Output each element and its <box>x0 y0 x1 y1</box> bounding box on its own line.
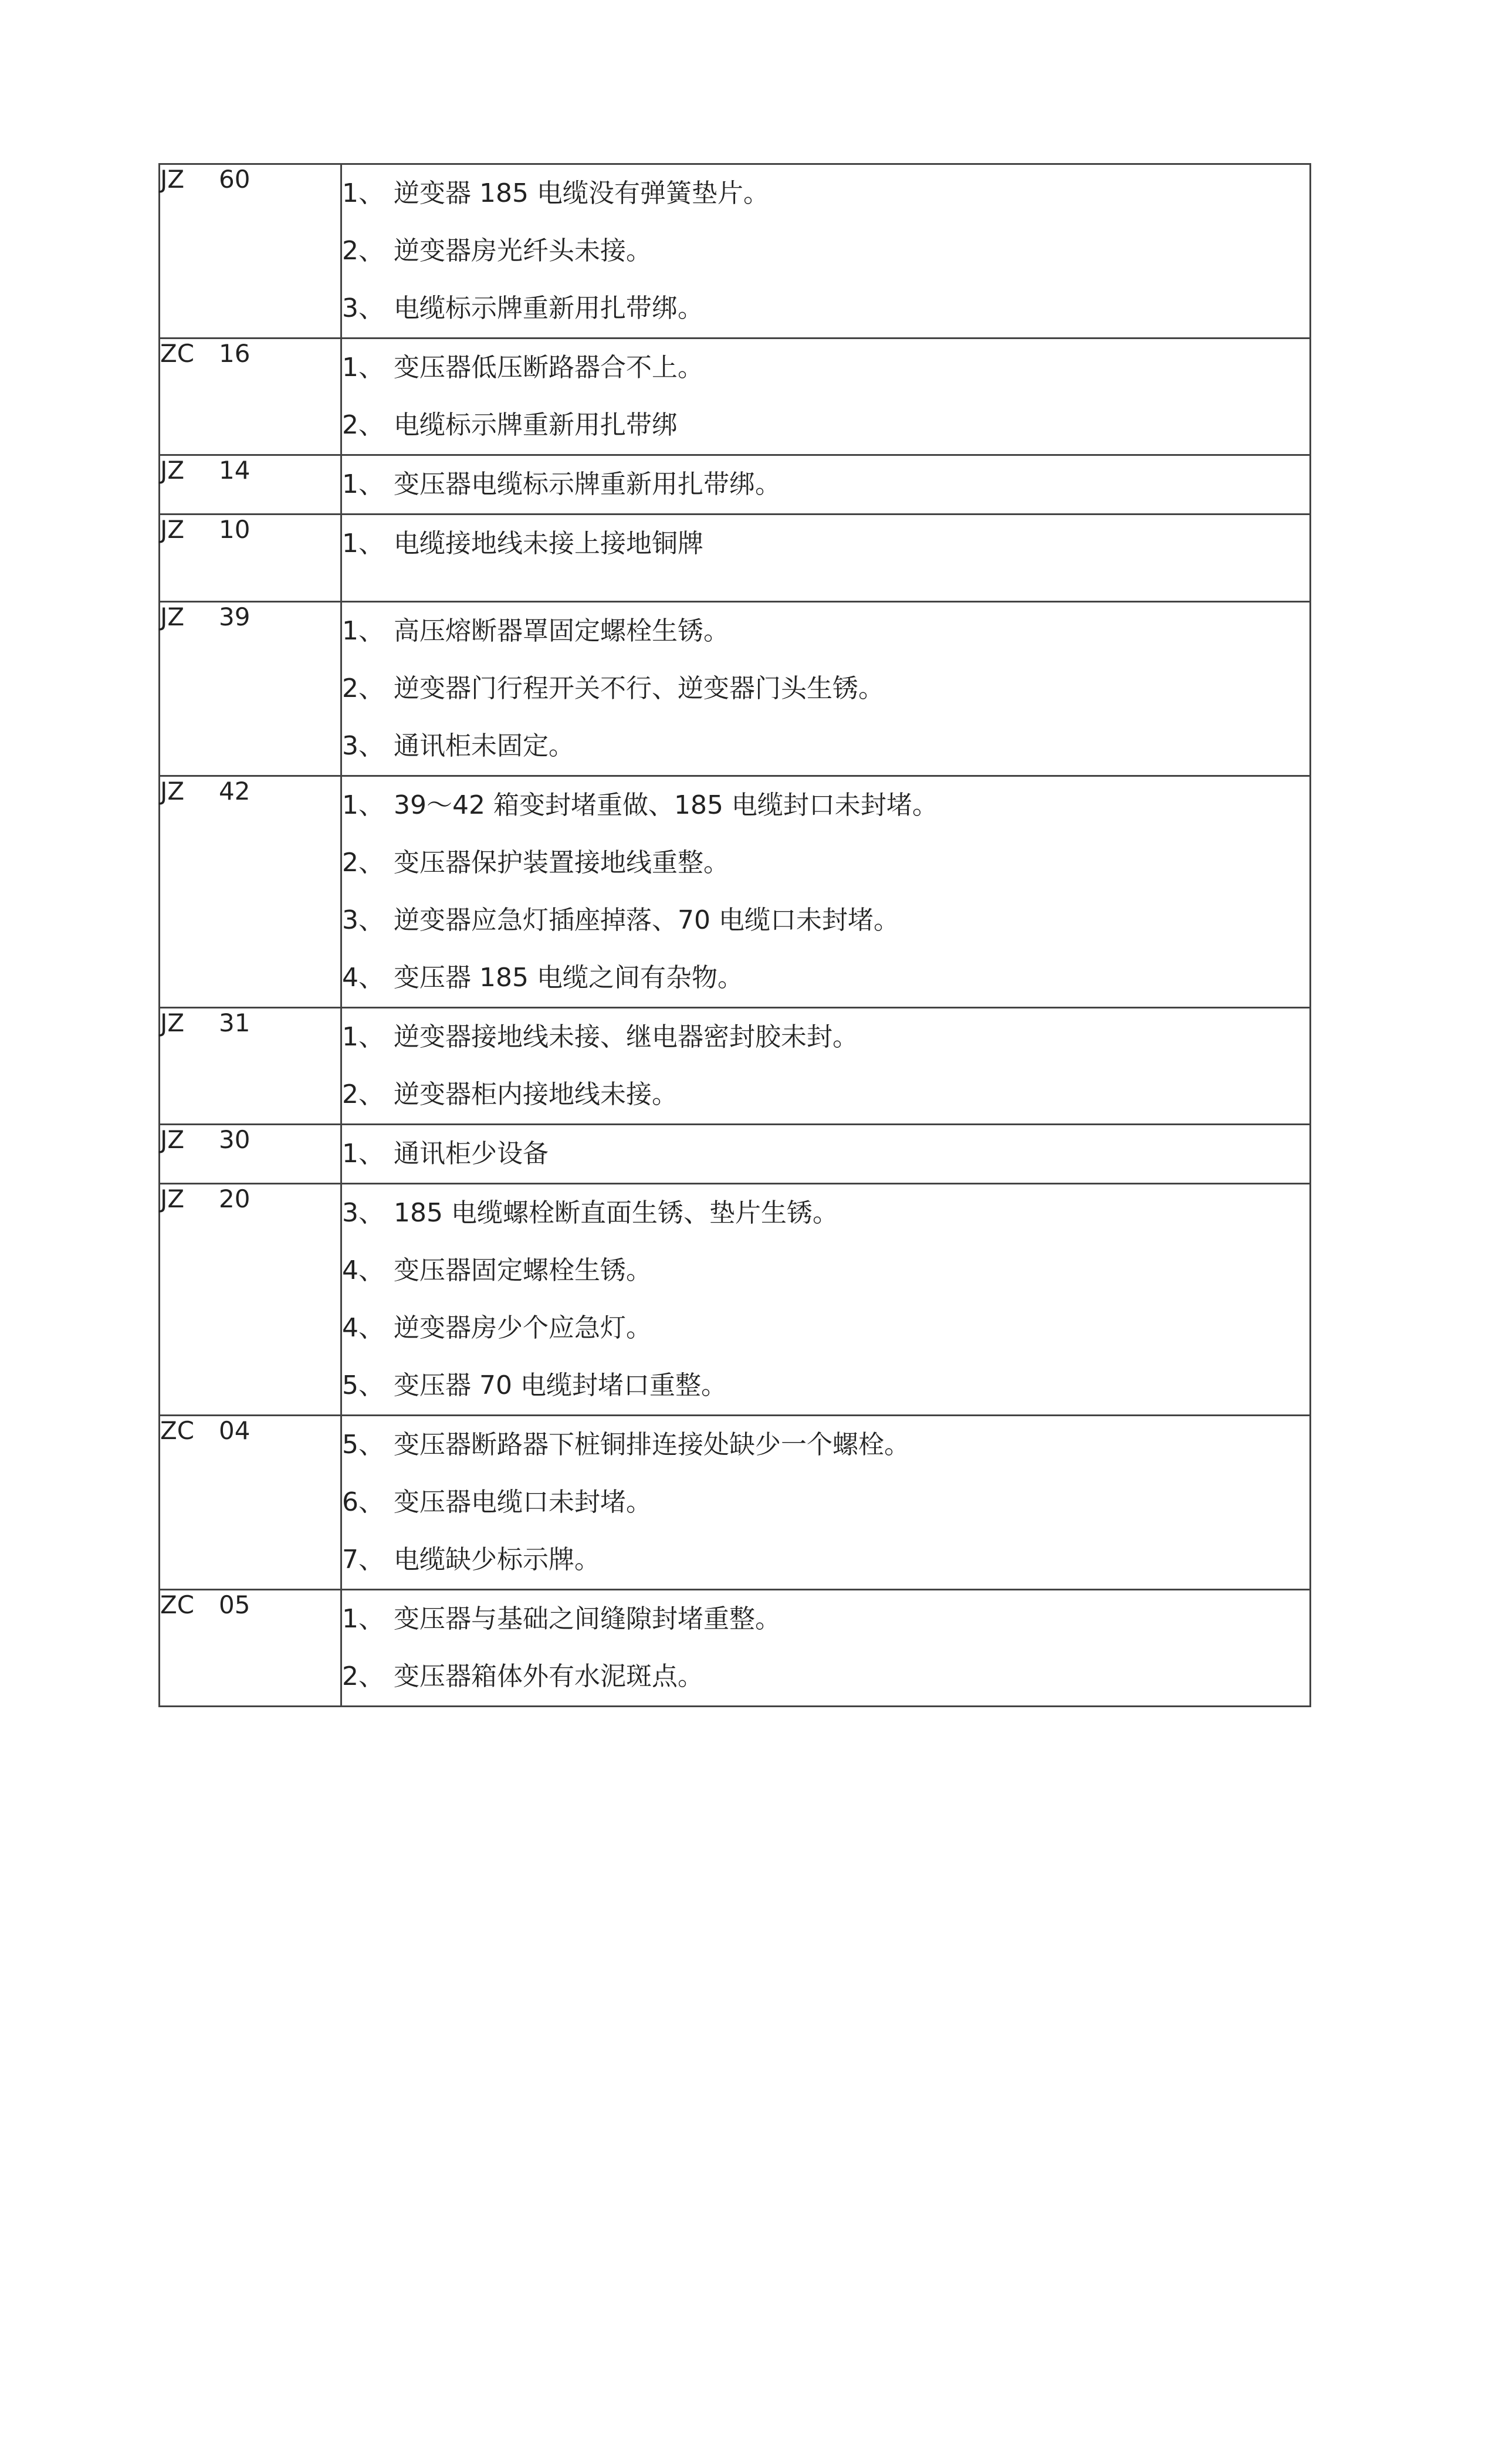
unit-number: 04 <box>219 1416 251 1445</box>
unit-prefix: ZC <box>160 1416 195 1445</box>
defect-item <box>342 339 1309 397</box>
unit-prefix: JZ <box>160 1184 185 1213</box>
unit-number: 14 <box>219 456 251 485</box>
table-row <box>160 1184 1311 1416</box>
table-row <box>160 1125 1311 1184</box>
unit-id-cell <box>160 1416 341 1590</box>
defect-item <box>342 515 1309 573</box>
unit-number: 16 <box>219 339 251 368</box>
defect-list-cell <box>341 455 1311 515</box>
defect-list-cell <box>341 602 1311 776</box>
defect-item <box>342 1008 1309 1066</box>
unit-id-cell <box>160 339 341 455</box>
item-text: 变压器低压断路器合不上。 <box>394 353 703 383</box>
item-number: 1、 <box>342 1022 384 1052</box>
item-text: 电缆标示牌重新用扎带绑。 <box>394 293 703 323</box>
unit-number: 31 <box>219 1008 251 1037</box>
item-number: 2、 <box>342 848 384 878</box>
defect-item <box>342 1590 1309 1648</box>
defect-list-cell <box>341 515 1311 602</box>
defect-list-cell <box>341 1125 1311 1184</box>
defect-item <box>342 222 1309 280</box>
unit-prefix: JZ <box>160 1125 185 1154</box>
item-number: 3、 <box>342 1198 384 1228</box>
unit-id-cell <box>160 602 341 776</box>
defect-item <box>342 660 1309 717</box>
unit-prefix: ZC <box>160 339 195 368</box>
unit-id-cell <box>160 1184 341 1416</box>
defect-item <box>342 1066 1309 1123</box>
unit-prefix: JZ <box>160 165 185 194</box>
item-text: 逆变器门行程开关不行、逆变器门头生锈。 <box>394 673 884 703</box>
item-number: 2、 <box>342 1661 384 1691</box>
unit-prefix: JZ <box>160 515 185 544</box>
unit-id-cell <box>160 1008 341 1125</box>
defect-item <box>342 717 1309 775</box>
item-text: 电缆标示牌重新用扎带绑 <box>394 410 678 440</box>
defect-list-cell <box>341 1184 1311 1416</box>
defect-item <box>342 456 1309 513</box>
defect-item <box>342 165 1309 222</box>
unit-id-cell <box>160 1590 341 1707</box>
defect-item <box>342 777 1309 834</box>
item-number: 2、 <box>342 673 384 703</box>
item-number: 5、 <box>342 1370 384 1400</box>
unit-prefix: ZC <box>160 1590 195 1619</box>
item-text: 变压器断路器下桩铜排连接处缺少一个螺栓。 <box>394 1430 910 1460</box>
item-text: 39～42 箱变封堵重做、185 电缆封口未封堵。 <box>394 790 938 820</box>
table-row <box>160 1416 1311 1590</box>
table-row <box>160 776 1311 1008</box>
item-number: 4、 <box>342 1313 384 1343</box>
unit-prefix: JZ <box>160 777 185 805</box>
item-number: 4、 <box>342 1255 384 1285</box>
defect-item <box>342 892 1309 949</box>
item-text: 逆变器房光纤头未接。 <box>394 236 652 266</box>
defect-item <box>342 1299 1309 1357</box>
unit-prefix: JZ <box>160 1008 185 1037</box>
item-number: 1、 <box>342 616 384 646</box>
item-number: 5、 <box>342 1430 384 1460</box>
item-text: 逆变器柜内接地线未接。 <box>394 1079 678 1109</box>
defect-item <box>342 1357 1309 1414</box>
unit-number: 30 <box>219 1125 251 1154</box>
item-number: 1、 <box>342 529 384 559</box>
unit-number: 42 <box>219 777 251 805</box>
item-number: 2、 <box>342 410 384 440</box>
item-text: 变压器箱体外有水泥斑点。 <box>394 1661 703 1691</box>
unit-prefix: JZ <box>160 603 185 631</box>
item-text: 变压器固定螺栓生锈。 <box>394 1255 652 1285</box>
defect-item <box>342 603 1309 660</box>
unit-id-cell <box>160 776 341 1008</box>
defect-list-cell <box>341 1590 1311 1707</box>
defect-list-cell <box>341 1416 1311 1590</box>
item-number: 2、 <box>342 1079 384 1109</box>
table-row <box>160 339 1311 455</box>
item-number: 4、 <box>342 963 384 993</box>
defect-list-cell <box>341 776 1311 1008</box>
defect-item <box>342 1474 1309 1531</box>
item-text: 变压器电缆标示牌重新用扎带绑。 <box>394 469 781 499</box>
unit-number: 39 <box>219 603 251 631</box>
item-text: 通讯柜未固定。 <box>394 731 574 761</box>
item-text: 逆变器应急灯插座掉落、70 电缆口未封堵。 <box>394 905 899 935</box>
table-row <box>160 515 1311 602</box>
table-row <box>160 164 1311 339</box>
item-number: 1、 <box>342 1139 384 1169</box>
table-row <box>160 1590 1311 1707</box>
unit-number: 10 <box>219 515 251 544</box>
item-text: 变压器 70 电缆封堵口重整。 <box>394 1370 727 1400</box>
item-text: 逆变器接地线未接、继电器密封胶未封。 <box>394 1022 858 1052</box>
item-text: 185 电缆螺栓断直面生锈、垫片生锈。 <box>394 1198 838 1228</box>
item-number: 1、 <box>342 353 384 383</box>
item-text: 变压器保护装置接地线重整。 <box>394 848 729 878</box>
defect-item <box>342 1531 1309 1589</box>
item-text: 通讯柜少设备 <box>394 1139 549 1169</box>
defect-list-cell <box>341 164 1311 339</box>
table-row <box>160 602 1311 776</box>
unit-id-cell <box>160 455 341 515</box>
item-text: 逆变器房少个应急灯。 <box>394 1313 652 1343</box>
unit-id-cell <box>160 515 341 602</box>
unit-number: 05 <box>219 1590 251 1619</box>
defect-list-cell <box>341 1008 1311 1125</box>
unit-number: 60 <box>219 165 251 194</box>
defect-item <box>342 1184 1309 1242</box>
unit-id-cell <box>160 164 341 339</box>
item-text: 电缆接地线未接上接地铜牌 <box>394 529 703 559</box>
item-number: 1、 <box>342 1604 384 1634</box>
item-text: 高压熔断器罩固定螺栓生锈。 <box>394 616 729 646</box>
item-number: 3、 <box>342 905 384 935</box>
defect-item <box>342 834 1309 892</box>
item-number: 1、 <box>342 790 384 820</box>
item-text: 变压器电缆口未封堵。 <box>394 1487 652 1517</box>
unit-number: 20 <box>219 1184 251 1213</box>
item-text: 变压器与基础之间缝隙封堵重整。 <box>394 1604 781 1634</box>
item-number: 3、 <box>342 731 384 761</box>
item-text: 变压器 185 电缆之间有杂物。 <box>394 963 743 993</box>
defects-table <box>158 163 1311 1707</box>
item-number: 1、 <box>342 469 384 499</box>
defect-list-cell <box>341 339 1311 455</box>
defect-item <box>342 280 1309 337</box>
unit-prefix: JZ <box>160 456 185 485</box>
item-number: 2、 <box>342 236 384 266</box>
item-text: 电缆缺少标示牌。 <box>394 1545 600 1575</box>
table-row <box>160 455 1311 515</box>
unit-id-cell <box>160 1125 341 1184</box>
table-row <box>160 1008 1311 1125</box>
item-number: 1、 <box>342 178 384 208</box>
defect-item <box>342 1242 1309 1299</box>
item-number: 6、 <box>342 1487 384 1517</box>
item-text: 逆变器 185 电缆没有弹簧垫片。 <box>394 178 769 208</box>
item-number: 7、 <box>342 1545 384 1575</box>
defect-item <box>342 1648 1309 1705</box>
item-number: 3、 <box>342 293 384 323</box>
defect-item <box>342 1125 1309 1183</box>
defect-item <box>342 397 1309 454</box>
defect-item <box>342 949 1309 1007</box>
row-spacer <box>342 573 1309 601</box>
defect-item <box>342 1416 1309 1474</box>
